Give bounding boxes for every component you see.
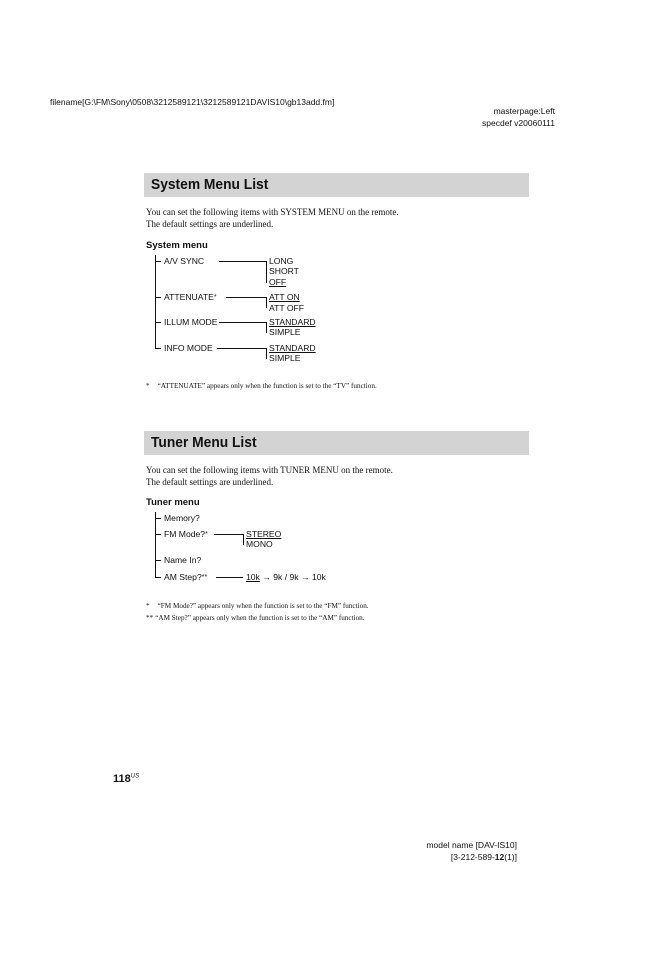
footnote-marker: *	[205, 531, 208, 538]
am-step-label: AM Step?	[164, 572, 202, 582]
footnote-text: “FM Mode?” appears only when the function is set to the “FM” function.	[157, 602, 369, 610]
system-menu-title-bar	[144, 173, 529, 197]
connector-line	[219, 322, 266, 323]
footnote-marker: **	[201, 574, 208, 581]
tuner-item-am-step	[164, 572, 207, 582]
page-number	[113, 773, 139, 785]
tuner-intro-line2: The default settings are underlined.	[146, 477, 274, 487]
page-suffix: US	[130, 773, 140, 780]
tree-branch	[155, 297, 161, 298]
option-simple: SIMPLE	[269, 327, 301, 337]
model-name: model name [DAV-IS10]	[426, 840, 517, 850]
option-mono: MONO	[246, 539, 273, 549]
tuner-item-memory: Memory?	[164, 513, 200, 523]
connector-line	[214, 534, 243, 535]
option-9k: 9k / 9k	[273, 572, 299, 582]
page-number-value: 118	[113, 773, 131, 785]
tree-branch	[155, 518, 161, 519]
tuner-menu-title-bar	[144, 431, 529, 455]
part-bold: 12	[494, 852, 505, 862]
footnote-text: “AM Step?” appears only when the function is set to the “AM” function.	[155, 614, 365, 622]
connector-line	[226, 297, 266, 298]
tree-branch	[155, 534, 161, 535]
footnote-marker: *	[146, 382, 150, 390]
tuner-item-name-in: Name In?	[164, 555, 202, 565]
filename-header: filename[G:\FM\Sony\0508\3212589121\3212589121DAVIS10\gb13add.fm]	[50, 97, 335, 107]
tree-branch	[155, 560, 161, 561]
part-prefix: [3-212-589-	[450, 852, 495, 862]
tree-branch	[155, 261, 161, 262]
am-step-options	[246, 572, 326, 582]
option-bracket	[266, 322, 267, 333]
system-menu-title: System Menu List	[151, 176, 269, 193]
part-suffix: (1)]	[504, 852, 517, 862]
option-bracket	[243, 534, 244, 545]
option-bracket	[266, 261, 267, 283]
system-item-av-sync: A/V SYNC	[164, 256, 205, 266]
tuner-intro-line1: You can set the following items with TUNER MENU on the remote.	[146, 465, 393, 475]
tuner-menu-subheading: Tuner menu	[146, 497, 200, 508]
footnote-marker: **	[146, 614, 154, 622]
tree-branch	[155, 322, 161, 323]
system-menu-subheading: System menu	[146, 240, 208, 251]
footnote-text: “ATTENUATE” appears only when the function is set to the “TV” function.	[157, 382, 377, 390]
option-att-off: ATT OFF	[269, 303, 305, 313]
connector-line	[219, 261, 266, 262]
specdef-label: specdef v20060111	[482, 118, 555, 128]
option-standard-default: STANDARD	[269, 317, 316, 327]
masterpage-label: masterpage:Left	[493, 106, 555, 116]
system-item-info-mode: INFO MODE	[164, 343, 213, 353]
option-10k-default: 10k	[246, 572, 260, 582]
option-bracket	[266, 348, 267, 359]
option-stereo-default: STEREO	[246, 529, 282, 539]
system-tree-spine	[155, 255, 156, 349]
tuner-footnote-2	[146, 614, 365, 622]
system-footnote	[146, 382, 377, 390]
option-standard-default: STANDARD	[269, 343, 316, 353]
tuner-tree-spine	[155, 512, 156, 577]
attenuate-label: ATTENUATE	[164, 292, 214, 302]
system-item-illum-mode: ILLUM MODE	[164, 317, 218, 327]
tuner-item-fm-mode	[164, 529, 208, 539]
tuner-menu-title: Tuner Menu List	[151, 434, 257, 451]
part-number	[451, 852, 517, 862]
arrow-icon: →	[262, 572, 271, 582]
arrow-icon: →	[300, 572, 310, 582]
option-short: SHORT	[269, 266, 299, 276]
connector-line	[216, 577, 243, 578]
option-bracket	[266, 297, 267, 308]
option-long: LONG	[269, 256, 294, 266]
option-10k: 10k	[311, 572, 326, 582]
connector-line	[217, 348, 266, 349]
system-intro-line1: You can set the following items with SYSTEM MENU on the remote.	[146, 207, 399, 217]
system-intro-line2: The default settings are underlined.	[146, 219, 274, 229]
tree-branch	[155, 348, 161, 349]
fm-mode-label: FM Mode?	[164, 529, 206, 539]
tree-branch	[155, 577, 161, 578]
footnote-marker: *	[213, 294, 217, 301]
footnote-marker: *	[146, 602, 150, 610]
option-off-default: OFF	[269, 277, 287, 287]
tuner-footnote-1	[146, 602, 369, 610]
system-item-attenuate	[164, 292, 217, 302]
option-att-on-default: ATT ON	[269, 292, 300, 302]
option-simple: SIMPLE	[269, 353, 301, 363]
